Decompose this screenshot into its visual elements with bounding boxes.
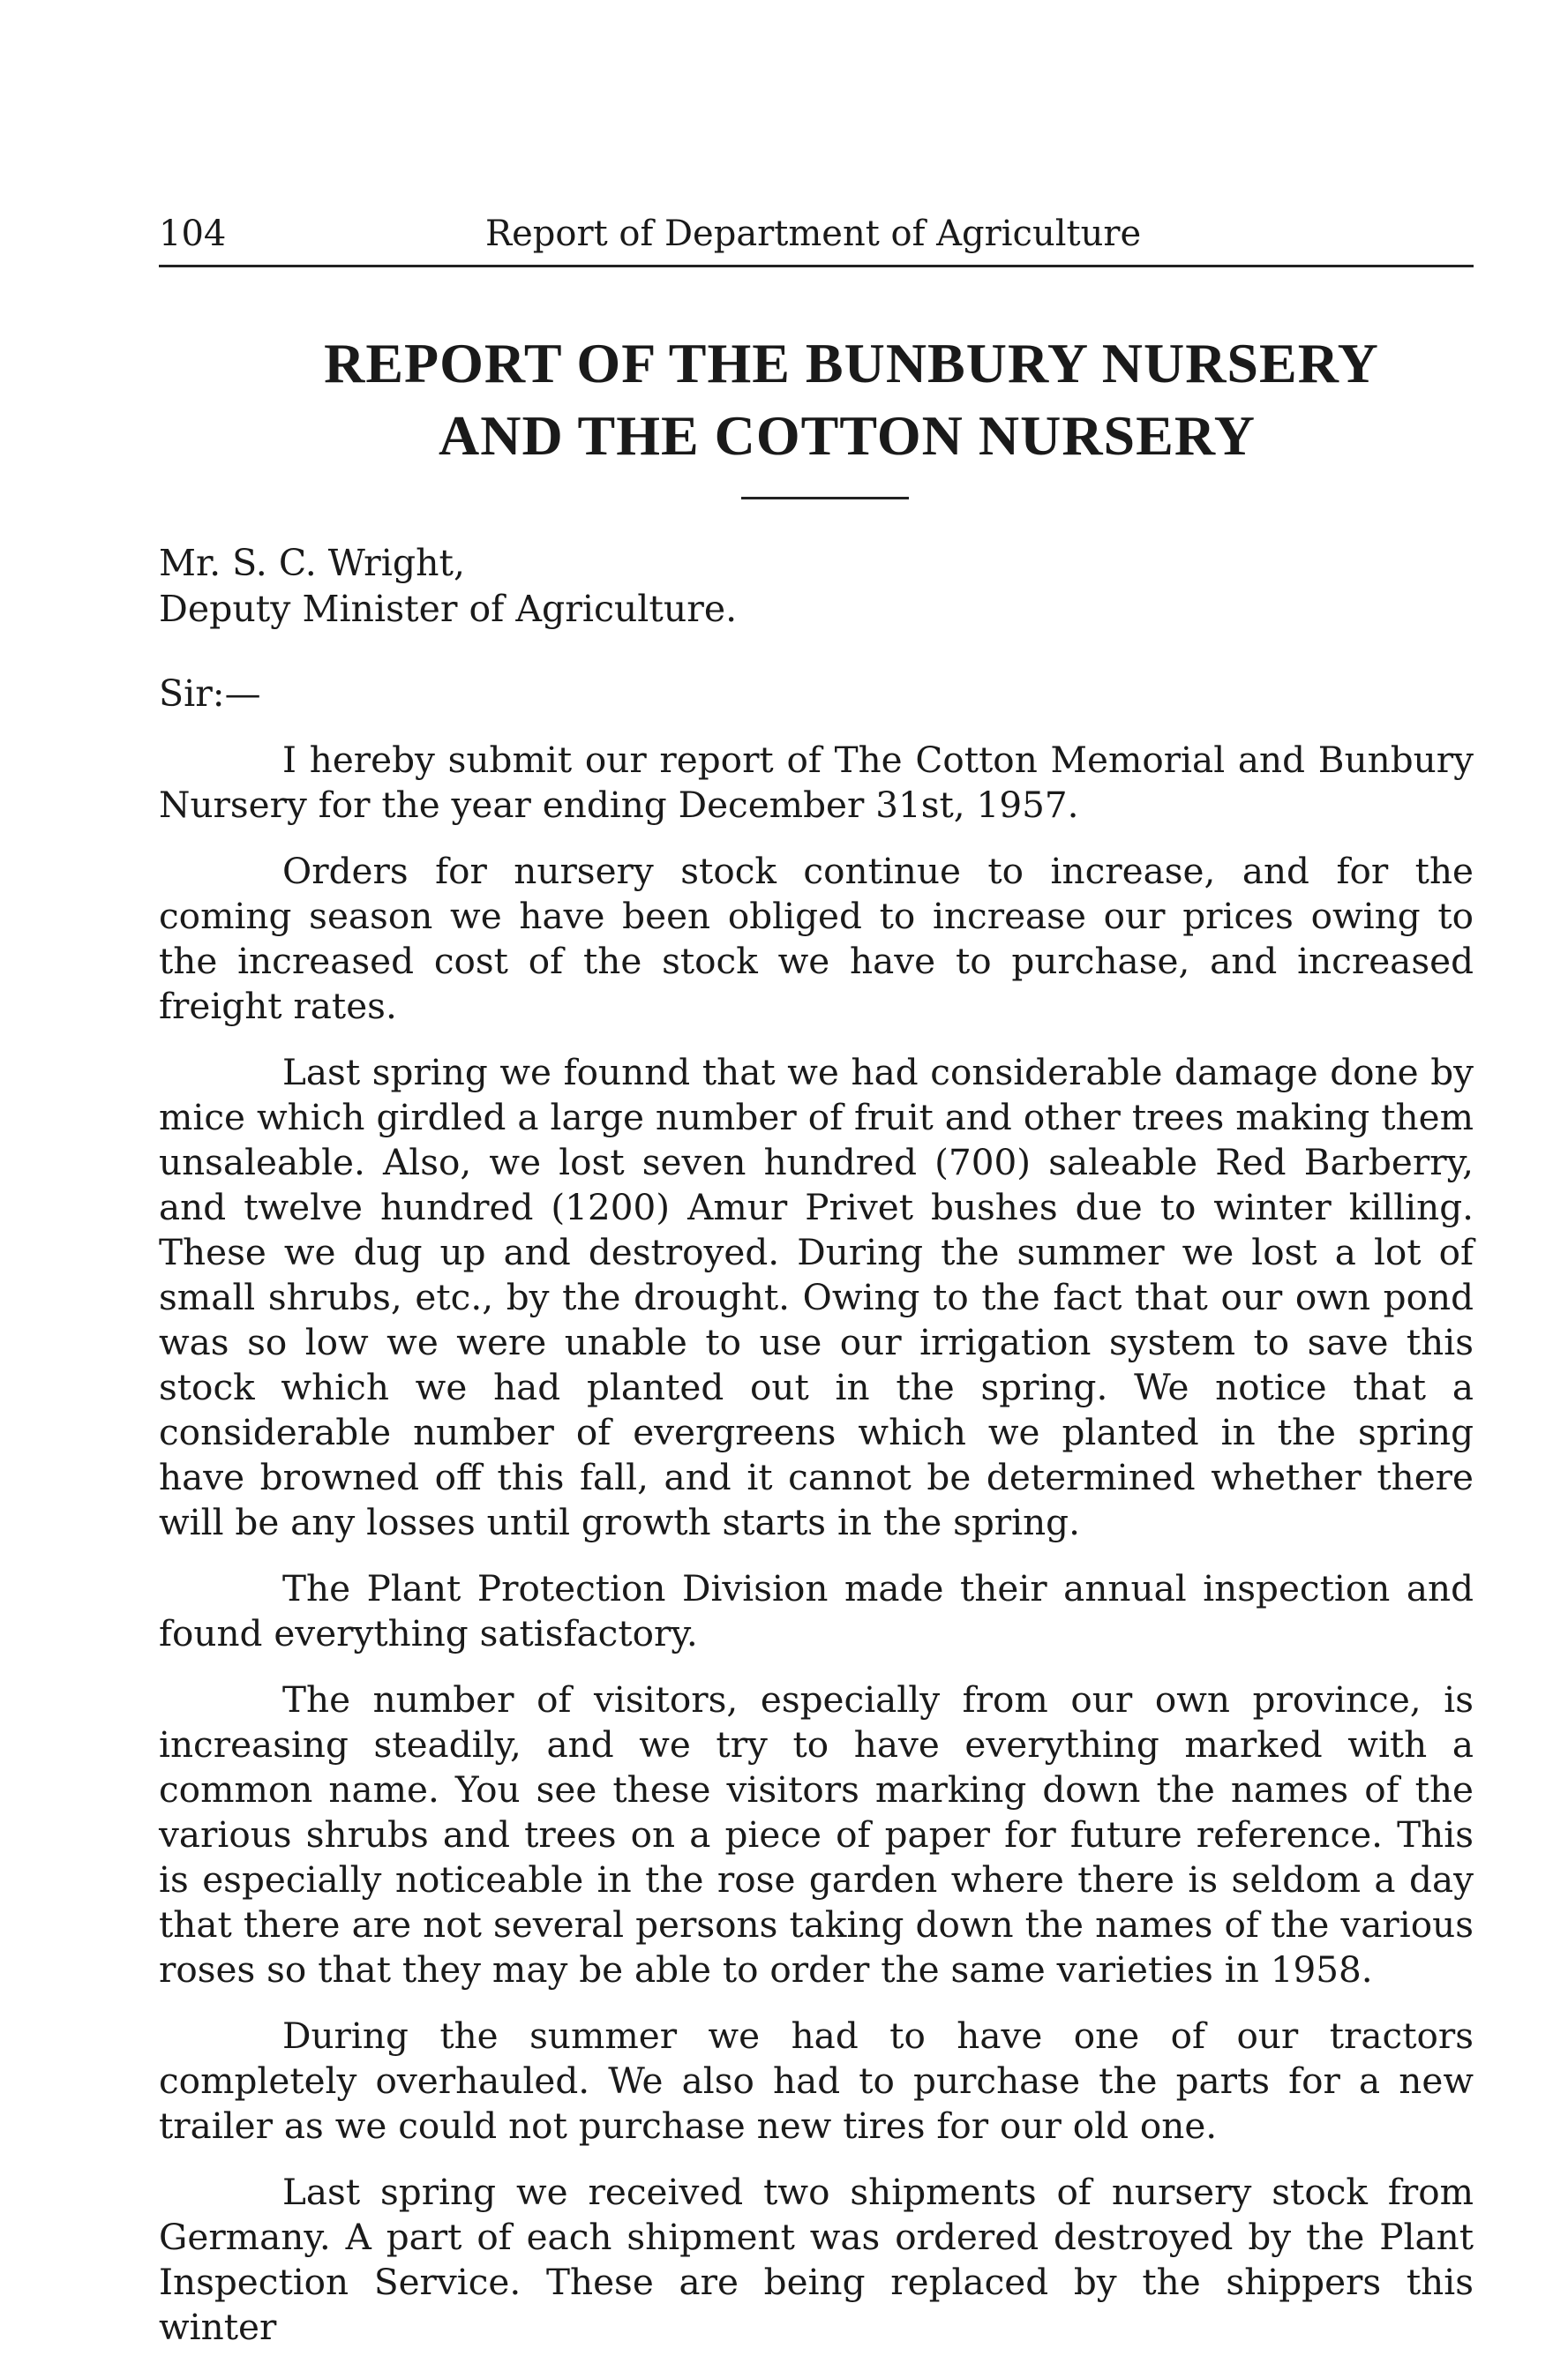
page-number: 104: [159, 214, 227, 254]
document-page: [159, 203, 1474, 2371]
addressee-name: Mr. S. C. Wright,: [159, 542, 465, 584]
paragraph-6: During the summer we had to have one of our tractors completely overhauled. We also had to purchase the parts for a new trailer as we could not purchase new tires for our old one.: [159, 2015, 1474, 2147]
paragraph-4: The Plant Protection Division made their annual inspection and found everything satisfactory.: [159, 1567, 1474, 1654]
paragraph-2: Orders for nursery stock continue to increase, and for the coming season we have been obliged to increase our prices owing to the increased cost of the stock we have to purchase, and increased freight rates.: [159, 850, 1474, 1027]
paragraph-1: I hereby submit our report of The Cotton Memorial and Bunbury Nursery for the year ending December 31st, 1957.: [159, 739, 1474, 826]
title-divider: [741, 497, 909, 499]
paragraph-3: Last spring we founnd that we had considerable damage done by mice which girdled a large number of fruit and other trees making them unsaleable. Also, we lost seven hundred (700) saleable Red Barberry, and twelve hundred (1200) Amur Privet bushes due to winter killing. These we dug up and destroyed. During the summer we lost a lot of small shrubs, etc., by the drought. Owing to the fact that our own pond was so low we were unable to use our irrigation system to save this stock which we had planted out in the spring. We notice that a considerable number of evergreens which we planted in the spring have browned off this fall, and it cannot be determined whether there will be any losses until growth starts in the spring.: [159, 1051, 1474, 1543]
addressee-block: [159, 540, 1474, 632]
report-title: [159, 327, 1474, 472]
paragraph-7: Last spring we received two shipments of nursery stock from Germany. A part of each shipment was ordered destroyed by the Plant Inspection Service. These are being replaced by the shippers this winter: [159, 2171, 1474, 2348]
addressee-position: Deputy Minister of Agriculture.: [159, 588, 738, 630]
running-title: Report of Department of Agriculture: [485, 214, 1142, 254]
running-header: [159, 203, 1474, 267]
report-title-line-2: AND THE COTTON NURSERY: [439, 404, 1256, 467]
report-title-line-1: REPORT OF THE BUNBURY NURSERY: [324, 332, 1379, 394]
salutation: Sir:—: [159, 672, 261, 715]
report-body: [159, 738, 1474, 2350]
paragraph-5: The number of visitors, especially from our own province, is increasing steadily, and we try to have everything marked with a common name. You see these visitors marking down the names of the various shrubs and trees on a piece of paper for future reference. This is especially noticeable in the rose garden where there is seldom a day that there are not several persons taking down the names of the various roses so that they may be able to order the same varieties in 1958.: [159, 1678, 1474, 1991]
